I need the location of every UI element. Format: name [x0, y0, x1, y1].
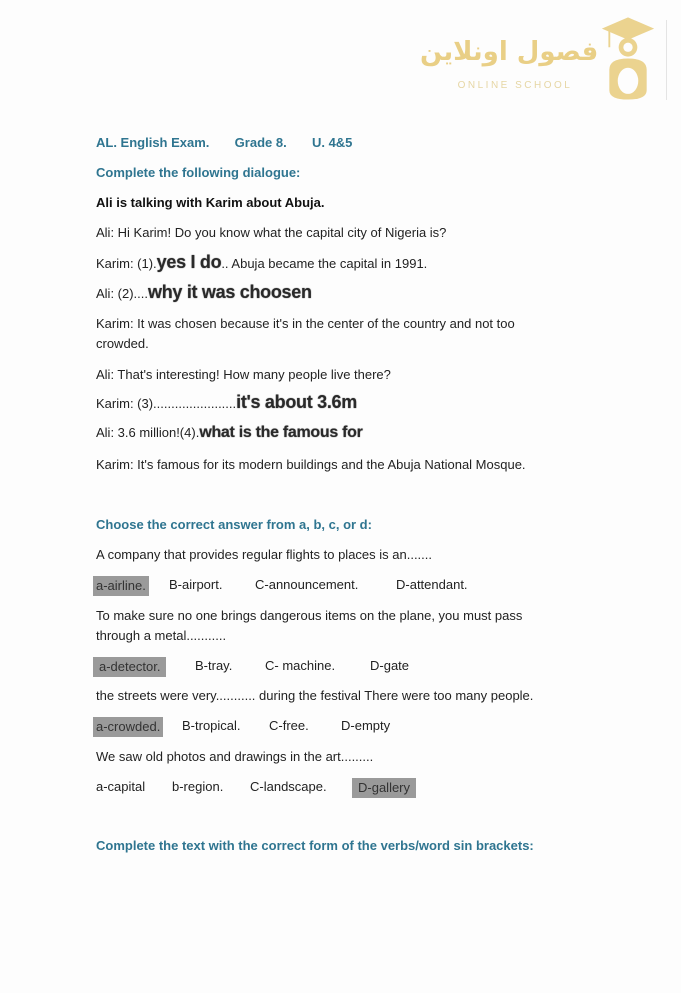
dialogue-line: Karim: (3).......................it's about 3.6m — [96, 392, 357, 412]
option[interactable]: C-announcement. — [255, 577, 359, 592]
dialogue-line-continued: crowded. — [96, 336, 149, 351]
question-text: To make sure no one brings dangerous items on the plane, you must pass — [96, 608, 523, 623]
option[interactable]: B-airport. — [169, 577, 223, 592]
dialogue-line: Karim: (1).yes I do.. Abuja became the capital in 1991. — [96, 252, 428, 272]
option-selected[interactable]: D-gallery — [352, 778, 416, 798]
school-logo — [420, 10, 670, 108]
logo-divider — [666, 20, 667, 100]
section-title-verb-forms: Complete the text with the correct form of the verbs/word sin brackets: — [96, 838, 534, 853]
question-text: We saw old photos and drawings in the art......... — [96, 749, 374, 764]
handwritten-answer-4[interactable]: what is the famous for — [199, 424, 363, 441]
section-title-dialogue: Complete the following dialogue: — [96, 165, 301, 180]
option-selected[interactable]: a-airline. — [93, 576, 149, 596]
exam-unit: U. 4&5 — [311, 135, 353, 150]
option[interactable]: B-tray. — [195, 658, 233, 673]
option[interactable]: C-free. — [269, 718, 309, 733]
option-selected[interactable]: a-detector. — [93, 657, 166, 677]
logo-english-name: ONLINE SCHOOL — [457, 80, 573, 91]
exam-grade: Grade 8. — [234, 135, 287, 150]
dialogue-line: Ali: Hi Karim! Do you know what the capital city of Nigeria is? — [96, 225, 447, 240]
dialogue-line: Karim: It's famous for its modern buildings and the Abuja National Mosque. — [96, 457, 526, 472]
option-selected[interactable]: a-crowded. — [93, 717, 163, 737]
option[interactable]: b-region. — [172, 779, 224, 794]
option[interactable]: D-gate — [370, 658, 410, 673]
dialogue-intro: Ali is talking with Karim about Abuja. — [96, 195, 325, 210]
handwritten-answer-2[interactable]: why it was choosen — [148, 282, 312, 302]
question-text-continued: through a metal........... — [96, 628, 227, 643]
option[interactable]: C- machine. — [265, 658, 336, 673]
option[interactable]: B-tropical. — [182, 718, 241, 733]
dialogue-line: Ali: (2)....why it was choosen — [96, 282, 312, 302]
dialogue-line: Ali: That's interesting! How many people live there? — [96, 367, 391, 382]
question-text: the streets were very........... during the festival There were too many people. — [96, 688, 534, 703]
dialogue-line: Ali: 3.6 million!(4).what is the famous for — [96, 424, 363, 441]
option[interactable]: a-capital — [96, 779, 146, 794]
handwritten-answer-3[interactable]: it's about 3.6m — [236, 392, 357, 412]
question-text: A company that provides regular flights to places is an....... — [96, 547, 433, 562]
graduation-cap-person-icon — [600, 12, 656, 104]
logo-arabic-name: فصول اونلاين — [420, 37, 599, 67]
option[interactable]: C-landscape. — [250, 779, 327, 794]
exam-title: AL. English Exam. — [96, 135, 210, 150]
option[interactable]: D-empty — [341, 718, 391, 733]
exam-header — [96, 134, 352, 152]
option[interactable]: D-attendant. — [396, 577, 468, 592]
section-title-multiple-choice: Choose the correct answer from a, b, c, or d: — [96, 517, 372, 532]
dialogue-line: Karim: It was chosen because it's in the center of the country and not too — [96, 316, 515, 331]
handwritten-answer-1[interactable]: yes I do — [156, 252, 222, 272]
